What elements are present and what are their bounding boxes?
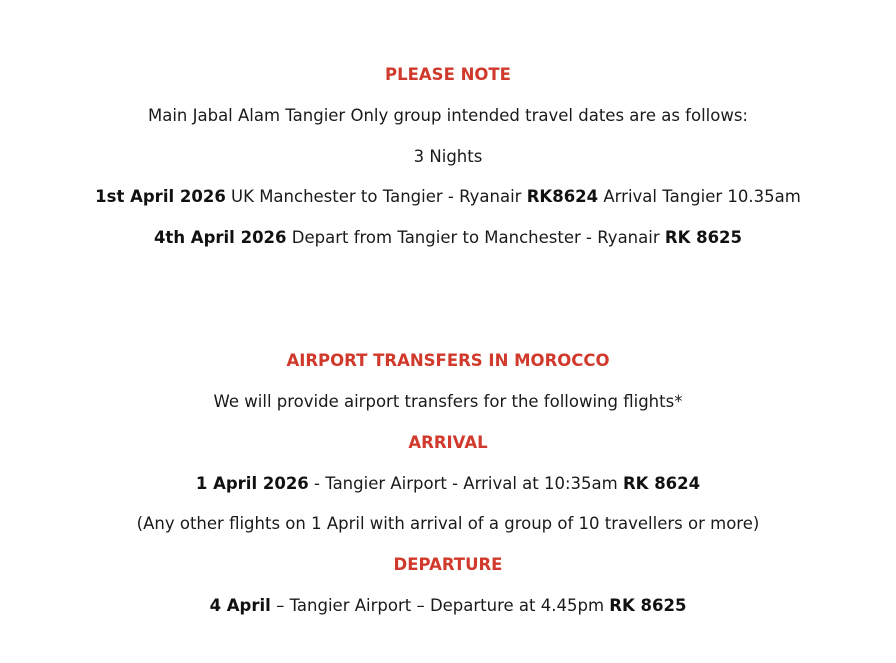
nights-count: 3 Nights <box>413 147 483 166</box>
transfers-intro: We will provide airport transfers for the following flights* <box>213 392 683 411</box>
return-date: 4th April 2026 <box>153 228 287 247</box>
departure-date: 4 April <box>209 596 271 615</box>
departure-flight-number: RK 8625 <box>609 596 687 615</box>
arrival-details: - Tangier Airport - Arrival at 10:35am <box>308 474 623 493</box>
outbound-arrival: Arrival Tangier 10.35am <box>598 187 801 206</box>
airport-transfers-heading: AIRPORT TRANSFERS IN MOROCCO <box>286 351 610 370</box>
departure-transfer-line <box>0 596 896 616</box>
return-route: Depart from Tangier to Manchester - Ryanair <box>286 228 665 247</box>
outbound-flight-line <box>0 187 896 207</box>
arrival-note: (Any other flights on 1 April with arrival of a group of 10 travellers or more) <box>136 514 760 533</box>
departure-details: – Tangier Airport – Departure at 4.45pm <box>270 596 610 615</box>
travel-dates-intro: Main Jabal Alam Tangier Only group intended travel dates are as follows: <box>147 106 748 125</box>
return-flight-number: RK 8625 <box>664 228 743 247</box>
departure-heading: DEPARTURE <box>393 555 503 574</box>
arrival-heading: ARRIVAL <box>408 433 488 452</box>
outbound-route: UK Manchester to Tangier - Ryanair <box>225 187 527 206</box>
arrival-flight-number: RK 8624 <box>622 474 701 493</box>
outbound-flight-number: RK8624 <box>526 187 599 206</box>
arrival-date: 1 April 2026 <box>195 474 309 493</box>
return-flight-line <box>0 228 896 248</box>
arrival-transfer-line <box>0 474 896 494</box>
outbound-date: 1st April 2026 <box>95 187 226 206</box>
please-note-heading: PLEASE NOTE <box>385 65 511 84</box>
